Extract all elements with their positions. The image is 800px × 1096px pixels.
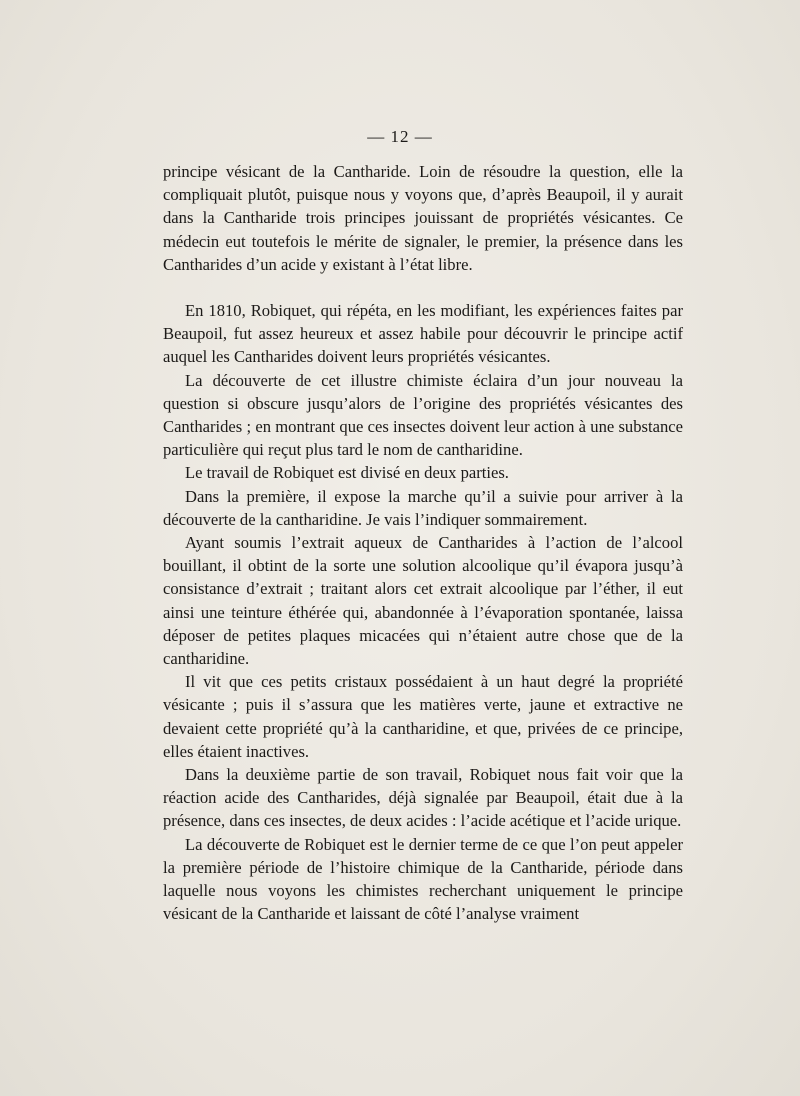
body-text [163,160,683,926]
paragraph-4: Le travail de Robiquet est divisé en deux parties. [185,463,509,483]
paragraph-9: La découverte de Robiquet est le dernier terme de ce que l’on peut appeler la première période de l’histoire chimique de la Cantharide, période dans laquelle nous voyons les chimistes recherchant uniquement le principe vésicant de la Cantharide et laissant de côté l’analyse vraiment [163,834,683,924]
paragraph-7: Il vit que ces petits cristaux possédaient à un haut degré la propriété vésicante ; puis il s’assura que les matières verte, jaune et extractive ne devaient cette propriété qu’à la cantharidine, et que, privées de ce principe, elles étaient inactives. [163,672,683,761]
paragraph-8: Dans la deuxième partie de son travail, Robiquet nous fait voir que la réaction acide des Cantharides, déjà signalée par Beaupoil, était due à la présence, dans ces insectes, de deux acides : l’acide acétique et l’acide urique. [163,765,683,831]
paragraph-5: Dans la première, il expose la marche qu’il a suivie pour arriver à la découverte de la cantharidine. Je vais l’indiquer sommairement. [163,486,683,529]
paragraph-2: En 1810, Robiquet, qui répéta, en les modifiant, les expériences faites par Beaupoil, fut assez heureux et assez habile pour découvrir le principe actif auquel les Cantharides doivent leurs propriétés vésicantes. [163,301,683,367]
page-number: — 12 — [367,127,433,146]
paragraph-6: Ayant soumis l’extrait aqueux de Cantharides à l’action de l’alcool bouillant, il obtint de la sorte une solution alcoolique qu’il évapora jusqu’à consistance d’extrait ; traitant alors cet extrait alcoolique par l’éther, il eut ainsi une teinture éthérée qui, abandonnée à l’évaporation spontanée, laissa déposer de petites plaques micacées qui n’étaient autre chose que de la cantharidine. [163,533,683,669]
paragraph-1: principe vésicant de la Cantharide. Loin de résoudre la question, elle la compliquait plutôt, puisque nous y voyons que, d’après Beaupoil, il y aurait dans la Cantharide trois principes jouissant de propriétés vésicantes. Ce médecin eut toutefois le mérite de signaler, le premier, la présence dans les Cantharides d’un acide y existant à l’état libre. [163,162,683,274]
paragraph-3: La découverte de cet illustre chimiste éclaira d’un jour nouveau la question si obscure jusqu’alors de l’origine des propriétés vésicantes des Cantharides ; en montrant que ces insectes doivent leur action à une substance particulière qui reçut plus tard le nom de cantharidine. [163,370,683,460]
